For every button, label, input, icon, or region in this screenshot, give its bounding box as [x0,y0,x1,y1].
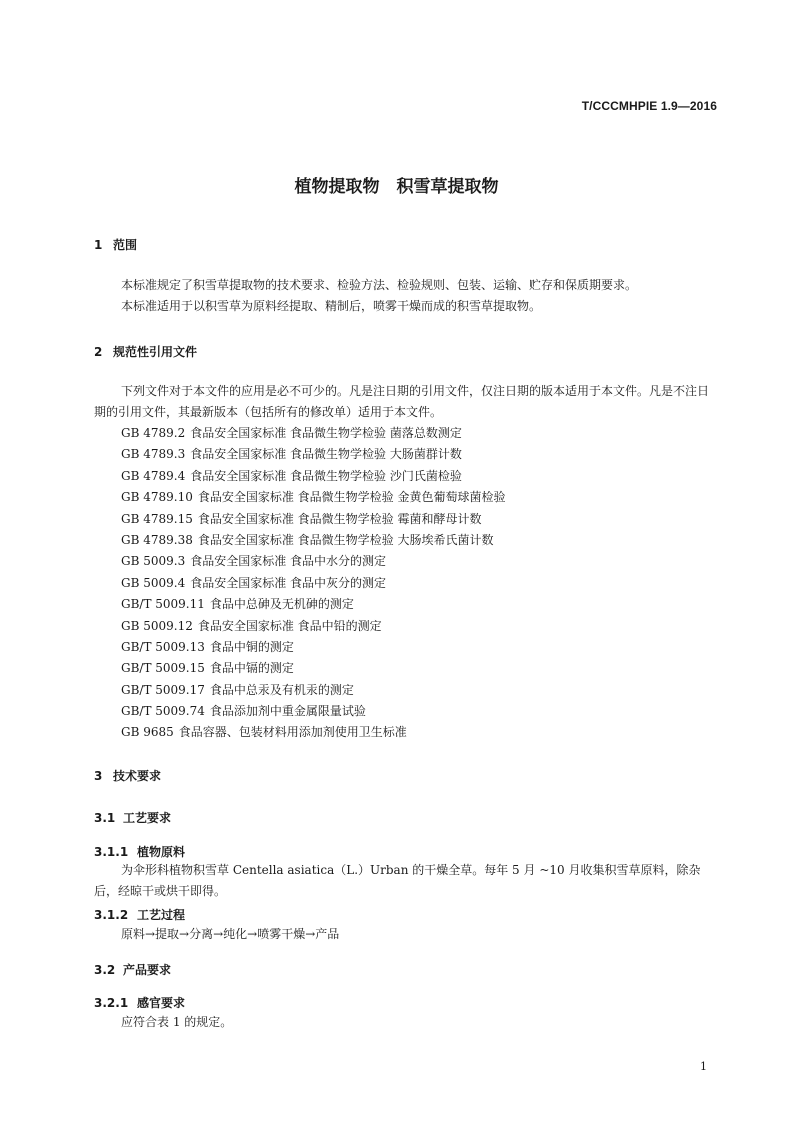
reference-title: 食品中总汞及有机汞的测定 [209,682,354,697]
section-3-2-heading [94,961,171,978]
section-1-heading [94,236,137,253]
section-number: 3 [94,769,103,783]
reference-title: 食品安全国家标准 食品微生物学检验 金黄色葡萄球菌检验 [197,490,506,505]
reference-title: 食品容器、包装材料用添加剂使用卫生标准 [178,725,407,740]
reference-list [121,423,505,744]
section-title: 技术要求 [113,769,162,783]
section-2-heading [94,343,197,360]
reference-title: 食品安全国家标准 食品微生物学检验 大肠埃希氏菌计数 [197,532,494,547]
reference-item [121,594,505,615]
reference-code: GB/T 5009.11 [121,597,205,612]
section-number: 3.2.1 [94,996,129,1010]
section-title: 规范性引用文件 [113,345,198,359]
reference-item [121,658,505,679]
paragraph: 应符合表 1 的规定。 [121,1015,233,1029]
section-title: 范围 [113,238,138,252]
document-number: T/CCCMHPIE 1.9—2016 [581,99,717,113]
reference-code: GB 4789.3 [121,447,186,462]
reference-code: GB 9685 [121,725,174,740]
section-3-heading [94,767,161,784]
reference-title: 食品安全国家标准 食品微生物学检验 菌落总数测定 [190,426,462,440]
paragraph: 下列文件对于本文件的应用是必不可少的。凡是注日期的引用文件，仅注日期的版本适用于本文件。凡是不注日期的引用文件，其最新版本（包括所有的修改单）适用于本文件。 [94,384,710,419]
section-title: 产品要求 [123,963,172,977]
reference-code: GB 4789.15 [121,511,193,526]
page-title: 植物提取物 积雪草提取物 [294,177,499,197]
reference-title: 食品安全国家标准 食品微生物学检验 大肠菌群计数 [190,447,462,462]
paragraph: 本标准规定了积雪草提取物的技术要求、检验方法、检验规则、包装、运输、贮存和保质期要求。 [121,278,638,292]
reference-title: 食品安全国家标准 食品中灰分的测定 [190,575,387,590]
section-title: 植物原料 [137,845,186,859]
section-title: 工艺要求 [123,811,172,825]
reference-code: GB/T 5009.15 [121,661,205,676]
reference-item [121,680,505,701]
reference-item [121,444,505,465]
reference-code: GB 4789.38 [121,532,193,547]
section-3-1-2-heading [94,906,185,923]
reference-title: 食品中铜的测定 [209,639,294,654]
section-title: 工艺过程 [137,908,186,922]
reference-code: GB 4789.2 [121,426,186,440]
section-number: 2 [94,345,103,359]
reference-title: 食品安全国家标准 食品微生物学检验 霉菌和酵母计数 [197,511,482,526]
process-flow: 原料→提取→分离→纯化→喷雾干燥→产品 [121,927,340,941]
reference-item [121,637,505,658]
section-number: 3.2 [94,963,116,977]
reference-item [121,573,505,594]
reference-item [121,509,505,530]
reference-code: GB/T 5009.74 [121,704,205,719]
reference-title: 食品中镉的测定 [209,661,294,676]
reference-title: 食品添加剂中重金属限量试验 [209,704,366,719]
section-number: 3.1.2 [94,908,129,922]
reference-item [121,722,505,743]
reference-item [121,530,505,551]
section-3-1-1-heading [94,843,185,860]
section-number: 3.1 [94,811,116,825]
reference-code: GB 5009.3 [121,554,186,569]
reference-item [121,487,505,508]
reference-code: GB 5009.12 [121,618,193,633]
reference-code: GB/T 5009.13 [121,639,205,654]
reference-code: GB/T 5009.17 [121,682,205,697]
reference-title: 食品安全国家标准 食品微生物学检验 沙门氏菌检验 [190,468,462,483]
paragraph: 为伞形科植物积雪草 Centella asiatica（L.）Urban 的干燥全草。每年 5 月 ~10 月收集积雪草原料，除杂后，经晾干或烘干即得。 [94,863,701,898]
reference-item [121,701,505,722]
reference-title: 食品中总砷及无机砷的测定 [209,597,354,612]
reference-item [121,466,505,487]
reference-item [121,551,505,572]
section-number: 3.1.1 [94,845,129,859]
page-number: 1 [700,1060,707,1073]
section-3-1-heading [94,809,171,826]
paragraph: 本标准适用于以积雪草为原料经提取、精制后，喷雾干燥而成的积雪草提取物。 [121,299,542,313]
reference-code: GB 4789.4 [121,468,186,483]
reference-item [121,616,505,637]
section-number: 1 [94,238,103,252]
reference-code: GB 5009.4 [121,575,186,590]
reference-item [121,423,505,444]
reference-code: GB 4789.10 [121,490,193,505]
section-title: 感官要求 [137,996,186,1010]
section-3-2-1-heading [94,994,185,1011]
reference-title: 食品安全国家标准 食品中水分的测定 [190,554,387,569]
reference-title: 食品安全国家标准 食品中铅的测定 [197,618,382,633]
